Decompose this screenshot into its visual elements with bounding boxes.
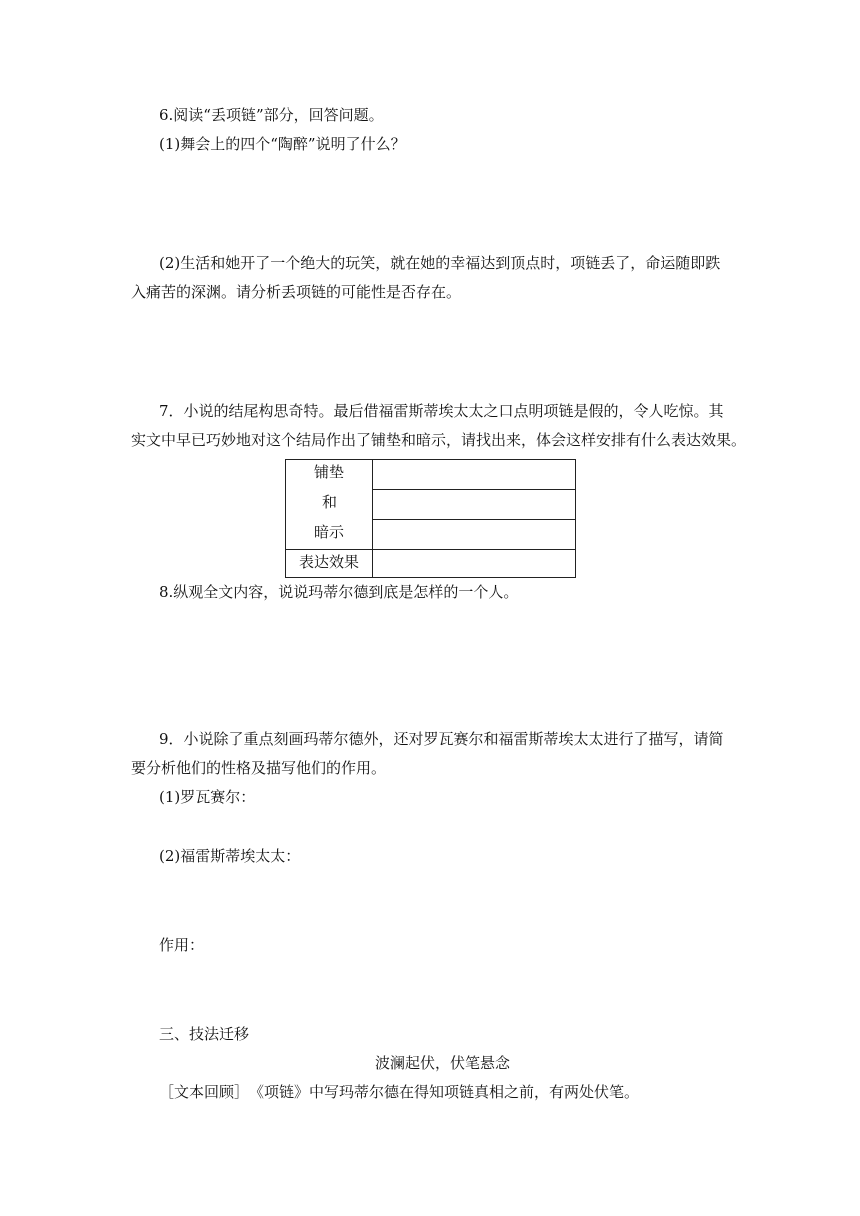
table-row-line <box>372 519 575 520</box>
question-7-line-1: 7．小说的结尾构思奇特。最后借福雷斯蒂埃太太之口点明项链是假的，令人吃惊。其 <box>159 402 724 420</box>
question-9-part-2: (2)福雷斯蒂埃太太： <box>159 847 301 865</box>
question-8: 8.纵观全文内容，说说玛蒂尔德到底是怎样的一个人。 <box>159 583 519 601</box>
question-6-part-2-line-2: 入痛苦的深渊。请分析丢项链的可能性是否存在。 <box>131 283 462 301</box>
question-9-part-1: (1)罗瓦赛尔： <box>159 788 256 806</box>
table-label-pudian: 铺垫 <box>314 463 345 481</box>
section-3-heading: 三、技法迁移 <box>159 1025 250 1043</box>
question-6: 6.阅读“丢项链”部分，回答问题。 <box>159 106 384 124</box>
question-9-line-1: 9．小说除了重点刻画玛蒂尔德外，还对罗瓦赛尔和福雷斯蒂埃太太进行了描写，请简 <box>159 730 724 748</box>
table-label-he: 和 <box>322 493 338 511</box>
question-6-part-2-line-1: (2)生活和她开了一个绝大的玩笑，就在她的幸福达到顶点时，项链丢了，命运随即跌 <box>159 254 721 272</box>
text-review: ［文本回顾］ 《项链》中写玛蒂尔德在得知项链真相之前，有两处伏笔。 <box>159 1083 640 1101</box>
question-9-line-2: 要分析他们的性格及描写他们的作用。 <box>131 759 387 777</box>
table-label-effect: 表达效果 <box>299 553 360 571</box>
table-label-anshi: 暗示 <box>314 523 345 541</box>
answer-table <box>285 459 576 578</box>
question-7-line-2: 实文中早已巧妙地对这个结局作出了铺垫和暗示，请找出来，体会这样安排有什么表达效果。 <box>131 431 747 449</box>
question-6-part-1: (1)舞会上的四个“陶醉”说明了什么？ <box>159 135 406 153</box>
table-row-line <box>286 549 575 550</box>
section-3-title: 波澜起伏，伏笔悬念 <box>375 1054 511 1072</box>
question-9-part-3: 作用： <box>159 936 205 954</box>
table-row-line <box>372 489 575 490</box>
